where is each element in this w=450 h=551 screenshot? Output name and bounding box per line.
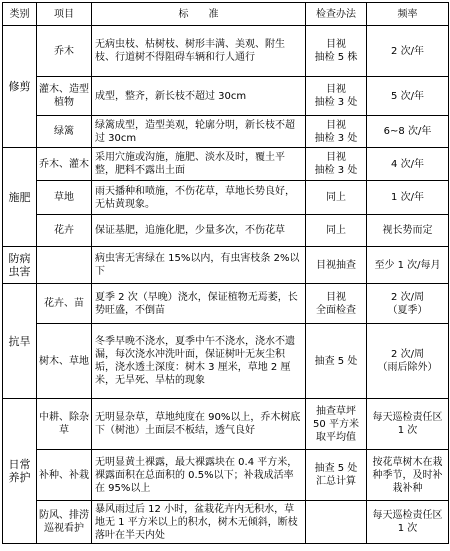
item-cell: 中耕、除杂草	[37, 399, 92, 450]
frequency-cell: 6~8 次/年	[367, 116, 449, 148]
frequency-cell: 每天巡检责任区 1 次	[367, 399, 449, 450]
table-row	[3, 181, 449, 215]
table-row	[3, 284, 449, 324]
item-cell: 草地	[37, 181, 92, 215]
header-category: 类别	[3, 3, 37, 26]
table-row	[3, 26, 449, 77]
category-cell: 施肥	[3, 148, 37, 247]
frequency-cell: 2 次/周 （雨后除外）	[367, 324, 449, 399]
item-cell: 乔木	[37, 26, 92, 77]
category-cell: 防病虫害	[3, 247, 37, 284]
item-cell: 花卉	[37, 215, 92, 247]
method-cell: 同上	[306, 215, 367, 247]
item-cell: 花卉、苗	[37, 284, 92, 324]
method-cell: 抽查草坪 50 平方米 取平均值	[306, 399, 367, 450]
category-cell: 抗旱	[3, 284, 37, 399]
standard-cell: 暴风雨过后 12 小时，盆栽花卉内无积水，草地无 1 平方米以上的积水，树木无倾斜，断枝落叶在半天内处	[92, 501, 306, 544]
frequency-cell: 5 次/年	[367, 77, 449, 116]
item-cell: 乔木、灌木	[37, 148, 92, 181]
frequency-cell: 2 次/周 （夏季）	[367, 284, 449, 324]
standard-cell: 无病虫枝、枯树枝、树形丰满、美观、附生枝、行道树不得阻碍车辆和行人通行	[92, 26, 306, 77]
method-cell	[306, 501, 367, 544]
method-cell: 目视抽查	[306, 247, 367, 284]
method-cell: 目视 抽检 3 处	[306, 116, 367, 148]
table-row	[3, 324, 449, 399]
frequency-cell: 至少 1 次/每月	[367, 247, 449, 284]
standard-cell: 采用穴施或沟施，施肥、淡水及时，覆土平整，肥料不露出土面	[92, 148, 306, 181]
header-item: 项目	[37, 3, 92, 26]
header-row	[3, 3, 449, 26]
frequency-cell: 1 次/年	[367, 181, 449, 215]
standard-cell: 成型，整齐，新长枝不超过 30cm	[92, 77, 306, 116]
frequency-cell: 视长势而定	[367, 215, 449, 247]
standards-table	[2, 2, 449, 544]
standard-cell: 无明显黄土裸露，最大裸露块在 0.4 平方米，裸露面积在总面积的 0.5%以下；补栽成活率在 95%以上	[92, 450, 306, 501]
standard-cell: 冬季早晚不浇水，夏季中午不浇水，浇水不遗漏，每次浇水冲洗叶面，保证树叶无灰尘积垢，浇水透土深度：树木 3 厘米，草地 2 厘米，无旱死、旱枯的现象	[92, 324, 306, 399]
frequency-cell: 4 次/年	[367, 148, 449, 181]
table-row	[3, 450, 449, 501]
item-cell: 树木、草地	[37, 324, 92, 399]
table-row	[3, 148, 449, 181]
frequency-cell: 每天巡检责任区 1 次	[367, 501, 449, 544]
item-cell: 补种、补栽	[37, 450, 92, 501]
method-cell: 目视 抽检 5 株	[306, 26, 367, 77]
table-row	[3, 77, 449, 116]
standard-cell: 病虫害无害绿在 15%以内，有虫害枝条 2%以下	[92, 247, 306, 284]
method-cell: 目视 抽检 3 处	[306, 148, 367, 181]
table-row	[3, 215, 449, 247]
header-frequency: 频率	[367, 3, 449, 26]
standard-cell: 绿篱成型，造型美观，轮廓分明，新长枝不超过 30cm	[92, 116, 306, 148]
table-row	[3, 399, 449, 450]
table-row	[3, 247, 449, 284]
header-method: 检查办法	[306, 3, 367, 26]
method-cell: 抽查 5 处	[306, 324, 367, 399]
item-cell: 防风、排涝巡视看护	[37, 501, 92, 544]
method-cell: 抽查 5 处 汇总计算	[306, 450, 367, 501]
standard-cell: 雨天播种和喷施，不伤花草，草地长势良好，无枯黄现象。	[92, 181, 306, 215]
frequency-cell: 按花草树木在栽种季节，及时补栽补种	[367, 450, 449, 501]
category-cell: 日常养护	[3, 399, 37, 544]
method-cell: 同上	[306, 181, 367, 215]
table-row	[3, 501, 449, 544]
item-cell: 绿篱	[37, 116, 92, 148]
standard-cell: 无明显杂草，草地纯度在 90%以上，乔木树底下（树池）土面层不板结，透气良好	[92, 399, 306, 450]
method-cell: 目视 全面检查	[306, 284, 367, 324]
item-cell	[37, 247, 92, 284]
item-cell: 灌木、造型植物	[37, 77, 92, 116]
header-standard: 标 准	[92, 3, 306, 26]
standard-cell: 保证基肥，追施化肥，少量多次，不伤花草	[92, 215, 306, 247]
table-row	[3, 116, 449, 148]
standard-cell: 夏季 2 次（早晚）浇水，保证植物无焉萎，长势旺盛，不倒苗	[92, 284, 306, 324]
category-cell: 修剪	[3, 26, 37, 148]
frequency-cell: 2 次/年	[367, 26, 449, 77]
method-cell: 目视 抽检 3 处	[306, 77, 367, 116]
